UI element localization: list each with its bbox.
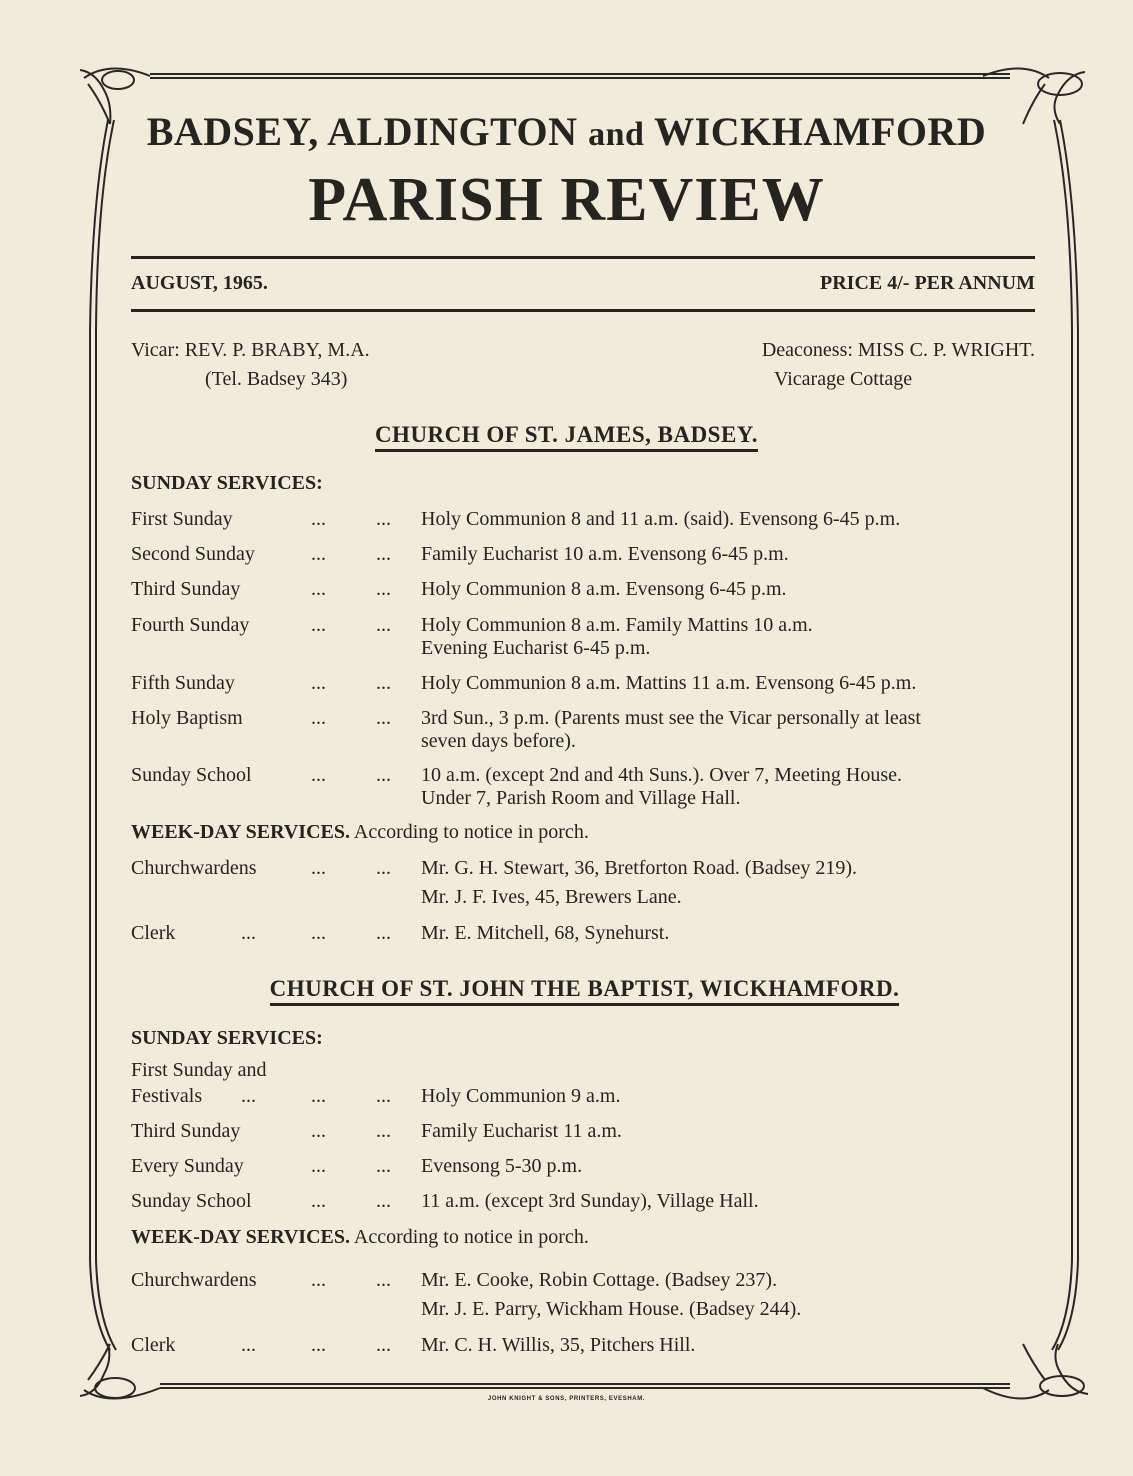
vicar-name: Vicar: REV. P. BRABY, M.A. <box>131 339 370 361</box>
badsey-sunday-heading: SUNDAY SERVICES: <box>131 472 323 494</box>
wickhamford-church-title: CHURCH OF ST. JOHN THE BAPTIST, WICKHAMFORD. <box>18 976 1133 1002</box>
header-rule-bottom <box>131 309 1035 312</box>
vicar-telephone: (Tel. Badsey 343) <box>205 368 348 390</box>
printer-imprint: JOHN KNIGHT & SONS, PRINTERS, EVESHAM. <box>487 1396 646 1402</box>
price: PRICE 4/- PER ANNUM <box>820 272 1035 294</box>
badsey-church-title: CHURCH OF ST. JAMES, BADSEY. <box>0 422 1133 448</box>
wickhamford-weekday-services: WEEK-DAY SERVICES. According to notice in porch. <box>131 1226 589 1248</box>
header-rule-top <box>131 256 1035 259</box>
badsey-weekday-services: WEEK-DAY SERVICES. According to notice in porch. <box>131 821 589 843</box>
deaconess-name: Deaconess: MISS C. P. WRIGHT. <box>761 339 1035 361</box>
wickhamford-sunday-heading: SUNDAY SERVICES: <box>131 1027 323 1049</box>
deaconess-address: Vicarage Cottage <box>774 368 913 390</box>
issue-date: AUGUST, 1965. <box>131 272 268 294</box>
parish-names-title: BADSEY, ALDINGTON and WICKHAMFORD <box>146 109 987 154</box>
publication-title: PARISH REVIEW <box>308 166 825 234</box>
